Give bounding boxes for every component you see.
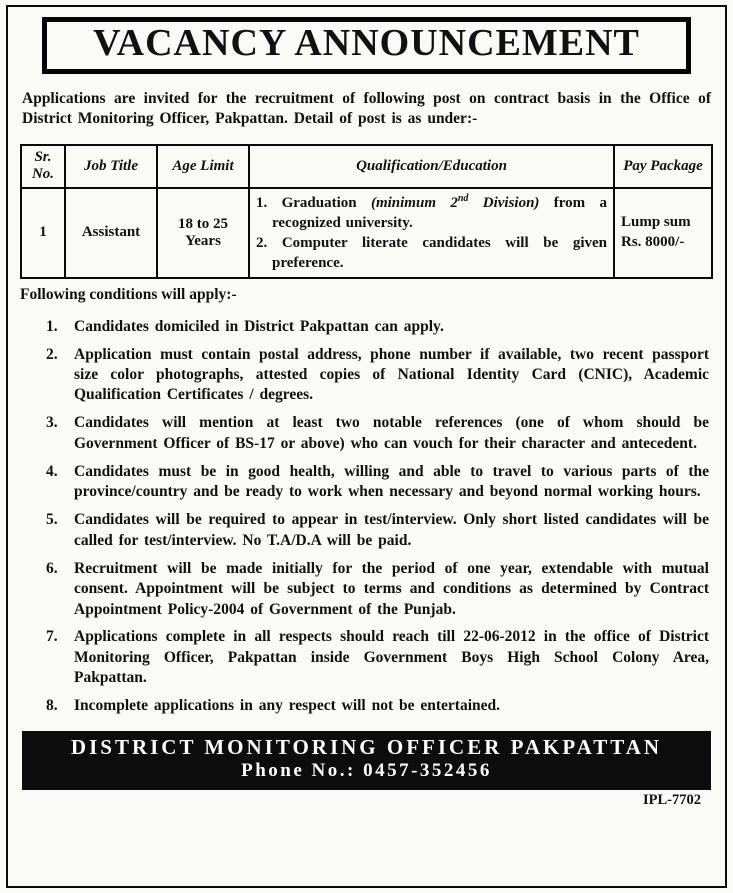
col-header-job-title: Job Title [65, 145, 157, 188]
advertisement-reference: IPL-7702 [643, 791, 701, 808]
table-header-row [21, 145, 712, 188]
page-title: VACANCY ANNOUNCEMENT [93, 22, 640, 64]
cell-qualification [249, 188, 614, 278]
condition-item-1 [46, 317, 709, 337]
condition-item-8 [46, 696, 709, 716]
col-header-sr-no: Sr. No. [21, 145, 65, 188]
col-header-pay-package: Pay Package [614, 145, 712, 188]
col-header-age-limit: Age Limit [157, 145, 249, 188]
footer-phone-number: Phone No.: 0457-352456 [241, 759, 492, 781]
col-header-qualification: Qualification/Education [249, 145, 614, 188]
title-box [42, 17, 691, 74]
conditions-heading: Following conditions will apply:- [20, 285, 237, 303]
condition-text: Candidates will mention at least two notable references (one of whom should be Government Officer of BS-17 or above) who can vouch for their character and antecedent. [74, 414, 709, 452]
condition-text: Candidates domiciled in District Pakpattan can apply. [74, 317, 444, 335]
cell-pay-package [614, 188, 712, 278]
pay-package-line-1: Lump sum [621, 214, 691, 231]
condition-text: Applications complete in all respects should reach till 22-06-2012 in the office of District Monitoring Officer, Pakpattan inside Government Boys High School Colony Area, Pakpattan. [74, 628, 709, 687]
qualification-item-1-italic-end: Division) [468, 194, 540, 211]
condition-number: 8. [46, 697, 58, 715]
table-row [21, 188, 712, 278]
qualification-item-1-italic: (minimum 2 [370, 194, 458, 211]
condition-text: Incomplete applications in any respect will not be entertained. [74, 697, 501, 715]
conditions-list [46, 317, 709, 717]
qualification-item-1 [256, 192, 607, 234]
condition-item-2 [46, 345, 709, 406]
condition-item-4 [46, 462, 709, 503]
condition-text: Candidates will be required to appear in test/interview. Only short listed candidates will be called for test/interview. No T.A/D.A will be paid. [74, 511, 709, 549]
condition-number: 6. [46, 559, 58, 577]
cell-job-title: Assistant [65, 188, 157, 278]
condition-number: 3. [46, 414, 58, 432]
footer-banner [22, 731, 711, 790]
condition-number: 1. [46, 317, 58, 335]
cell-age-limit: 18 to 25 Years [157, 188, 249, 278]
condition-number: 2. [46, 345, 58, 363]
qualification-item-1-superscript: nd [457, 192, 469, 204]
condition-number: 4. [46, 462, 58, 480]
intro-paragraph: Applications are invited for the recruitment of following post on contract basis in the Office of District Monitoring Officer, Pakpattan. Detail of post is as under:- [22, 89, 711, 127]
condition-text: Candidates must be in good health, willing and able to travel to various parts of the province/country and be ready to work when necessary and beyond normal working hours. [74, 462, 709, 501]
page-border-frame [6, 5, 727, 888]
qualification-item-1-text: 1. Graduation [256, 194, 371, 211]
condition-number: 5. [46, 511, 58, 529]
footer-office-name: DISTRICT MONITORING OFFICER PAKPATTAN [70, 734, 663, 759]
condition-text: Application must contain postal address, phone number if available, two recent passport size color photographs, attested copies of National Identity Card (CNIC), Academic Qualification Certificates / degrees. [74, 345, 709, 404]
pay-package-line-2: Rs. 8000/- [621, 233, 685, 250]
cell-sr-no: 1 [21, 188, 65, 278]
condition-text: Recruitment will be made initially for the period of one year, extendable with mutual consent. Appointment will be subject to terms and conditions as determined by Contract Appointment Policy-2004 of Government of the Punjab. [74, 559, 709, 618]
condition-item-7 [46, 627, 709, 688]
qualification-item-2: 2. Computer literate candidates will be given preference. [256, 235, 607, 272]
post-detail-table [20, 144, 713, 279]
condition-item-5 [46, 510, 709, 551]
condition-item-3 [46, 413, 709, 454]
condition-number: 7. [46, 628, 58, 646]
condition-item-6 [46, 559, 709, 620]
qualification-item-1-tail: from a recognized university. [272, 194, 607, 231]
